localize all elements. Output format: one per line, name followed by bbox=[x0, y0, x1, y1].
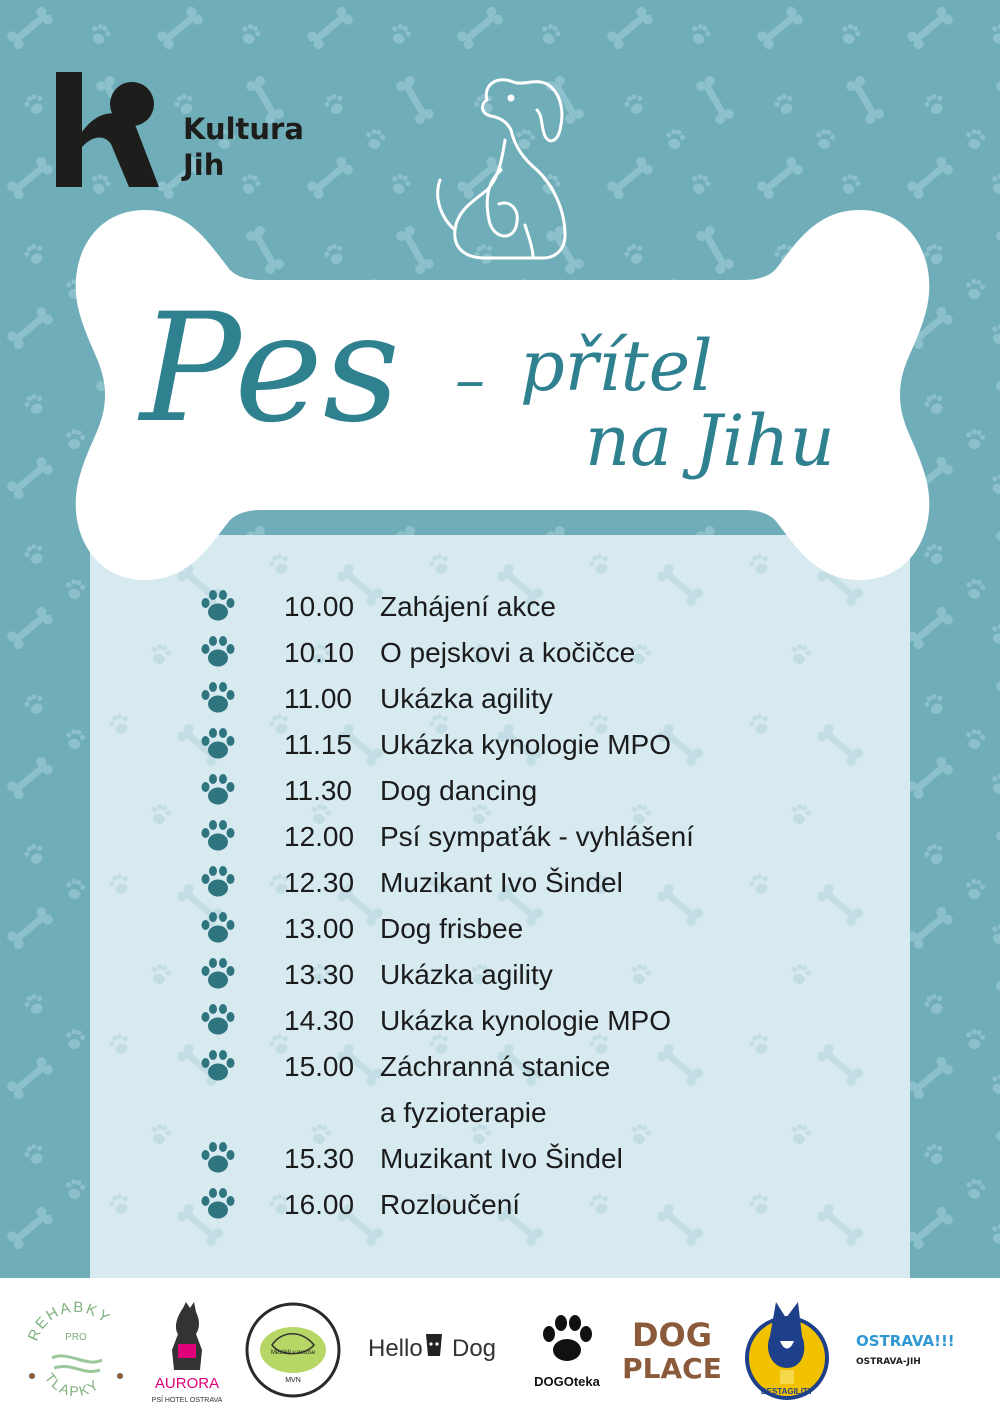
schedule-row bbox=[200, 722, 900, 768]
schedule-row bbox=[200, 768, 900, 814]
schedule-label bbox=[380, 860, 900, 906]
brand-line1: Kultura bbox=[183, 112, 304, 146]
paw-icon bbox=[200, 865, 236, 899]
schedule-label-line: Muzikant Ivo Šindel bbox=[380, 1143, 623, 1174]
schedule-row bbox=[200, 1182, 900, 1228]
schedule-label bbox=[380, 1182, 900, 1228]
schedule-time: 10.10 bbox=[284, 637, 355, 668]
schedule-label bbox=[380, 814, 900, 860]
schedule-label bbox=[380, 952, 900, 998]
schedule-row bbox=[200, 1136, 900, 1182]
schedule-time: 11.30 bbox=[284, 775, 352, 806]
mezi-sub: MVN bbox=[285, 1377, 301, 1384]
schedule-label-line2: a fyzioterapie bbox=[380, 1097, 547, 1128]
schedule-time: 15.30 bbox=[284, 1143, 355, 1174]
paw-icon bbox=[200, 1049, 236, 1083]
bestagility-logo bbox=[742, 1296, 832, 1406]
paw-icon bbox=[200, 1187, 236, 1221]
mezi-name: Mezilidi v mouse bbox=[270, 1350, 316, 1356]
title-sub1: přítel bbox=[520, 325, 713, 407]
schedule-label-line: Ukázka kynologie MPO bbox=[380, 1005, 672, 1036]
schedule-row bbox=[200, 860, 900, 906]
ostrava-line1: OSTRAVA!!! bbox=[856, 1332, 955, 1350]
paw-icon bbox=[200, 911, 236, 945]
schedule-time: 13.30 bbox=[284, 959, 355, 990]
title-sub2: na Jihu bbox=[585, 400, 835, 482]
schedule-label-line: Dog frisbee bbox=[380, 913, 524, 944]
schedule-time: 15.00 bbox=[284, 1051, 355, 1082]
dogplace-line2: PLACE bbox=[622, 1352, 722, 1385]
paw-icon bbox=[200, 589, 236, 623]
schedule-label bbox=[380, 1136, 900, 1182]
paw-icon bbox=[200, 773, 236, 807]
schedule-label bbox=[380, 768, 900, 814]
dogplace-line1: DOG bbox=[631, 1316, 713, 1354]
schedule-label-line: Rozloučení bbox=[380, 1189, 521, 1220]
ostrava-line2: OSTRAVA-JIH bbox=[856, 1357, 921, 1367]
schedule-row bbox=[200, 952, 900, 998]
schedule-row bbox=[200, 906, 900, 952]
paw-icon bbox=[200, 635, 236, 669]
schedule-row bbox=[200, 814, 900, 860]
schedule-label-line: O pejskovi a kočičce bbox=[380, 637, 636, 668]
schedule-time: 11.00 bbox=[284, 683, 352, 714]
schedule-label-line: Muzikant Ivo Šindel bbox=[380, 867, 623, 898]
schedule-time: 11.15 bbox=[284, 729, 352, 760]
ostrava-jih-logo bbox=[852, 1330, 982, 1370]
schedule-time: 12.30 bbox=[284, 867, 355, 898]
program-schedule bbox=[200, 584, 900, 1228]
schedule-label bbox=[380, 676, 900, 722]
schedule-label bbox=[380, 584, 900, 630]
schedule-label bbox=[380, 1044, 900, 1136]
event-title bbox=[120, 290, 920, 505]
rehabky-mid: PRO bbox=[65, 1332, 87, 1343]
schedule-label-line: Ukázka kynologie MPO bbox=[380, 729, 672, 760]
schedule-time: 16.00 bbox=[284, 1189, 355, 1220]
schedule-label bbox=[380, 906, 900, 952]
schedule-row bbox=[200, 998, 900, 1044]
schedule-label-line: Zahájení akce bbox=[380, 591, 556, 622]
aurora-psi-hotel-logo bbox=[150, 1300, 225, 1410]
paw-icon bbox=[200, 819, 236, 853]
rehabky-bottom: TLAPKY bbox=[41, 1369, 103, 1400]
rehabky-pro-tlapky-logo bbox=[22, 1300, 130, 1400]
schedule-time: 14.30 bbox=[284, 1005, 355, 1036]
schedule-row bbox=[200, 630, 900, 676]
schedule-label-line: Ukázka agility bbox=[380, 683, 553, 714]
dog-outline-icon bbox=[425, 70, 585, 265]
brand-line2: Jih bbox=[183, 148, 225, 182]
dogoteka-name: DOGOteka bbox=[534, 1374, 600, 1389]
schedule-label-line: Záchranná stanice bbox=[380, 1051, 611, 1082]
rehabky-top: REHABKY bbox=[24, 1300, 114, 1344]
schedule-time: 10.00 bbox=[284, 591, 355, 622]
paw-icon bbox=[200, 681, 236, 715]
kultura-jih-logo-icon bbox=[56, 72, 161, 187]
paw-icon bbox=[200, 1003, 236, 1037]
mezilidi-logo bbox=[242, 1300, 344, 1400]
dog-place-logo bbox=[622, 1316, 722, 1386]
paw-icon bbox=[200, 727, 236, 761]
hello-right: Dog bbox=[452, 1335, 497, 1362]
bestagility-name: BESTAGILITY bbox=[760, 1387, 814, 1396]
schedule-label bbox=[380, 630, 900, 676]
hello-dog-logo bbox=[366, 1326, 501, 1366]
title-dash: – bbox=[455, 345, 485, 415]
aurora-sub: PSÍ HOTEL OSTRAVA bbox=[151, 1397, 223, 1404]
schedule-label bbox=[380, 722, 900, 768]
schedule-label-line: Ukázka agility bbox=[380, 959, 553, 990]
schedule-row bbox=[200, 676, 900, 722]
svg-text:TLAPKY bbox=[42, 1370, 103, 1399]
aurora-name: AURORA bbox=[154, 1375, 220, 1392]
brand-name bbox=[183, 111, 304, 183]
paw-icon bbox=[200, 957, 236, 991]
schedule-time: 12.00 bbox=[284, 821, 355, 852]
paw-icon bbox=[200, 1141, 236, 1175]
schedule-time: 13.00 bbox=[284, 913, 355, 944]
sponsors-bar bbox=[0, 1278, 1000, 1416]
schedule-label-line: Dog dancing bbox=[380, 775, 538, 806]
schedule-row bbox=[200, 584, 900, 630]
schedule-label bbox=[380, 998, 900, 1044]
schedule-row bbox=[200, 1044, 900, 1136]
schedule-label-line: Psí sympaťák - vyhlášení bbox=[380, 821, 694, 852]
title-main: Pes bbox=[140, 290, 400, 456]
dogoteka-logo bbox=[525, 1308, 610, 1393]
hello-left: Hello bbox=[368, 1335, 423, 1362]
